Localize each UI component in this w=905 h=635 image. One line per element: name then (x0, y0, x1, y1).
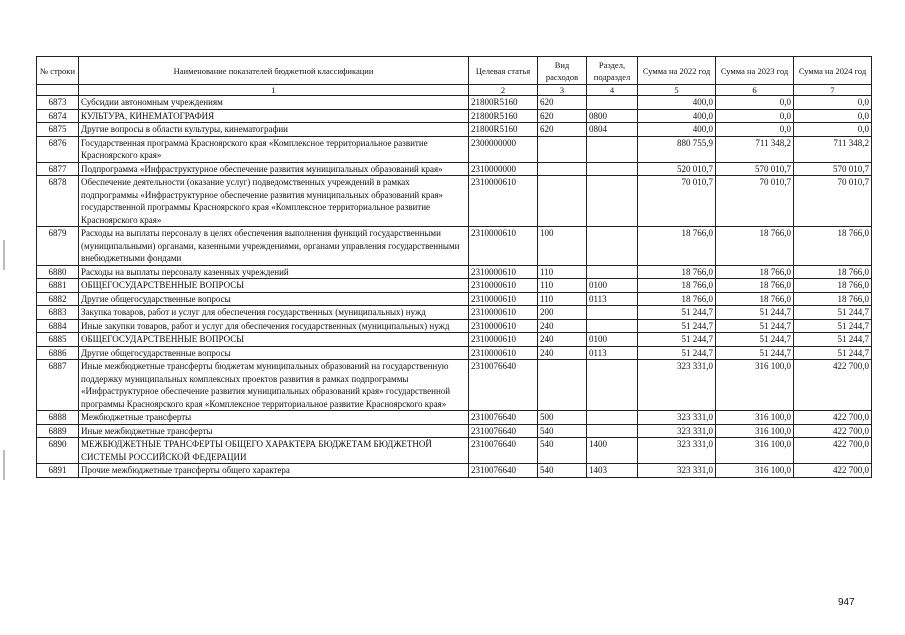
cell-name: МЕЖБЮДЖЕТНЫЕ ТРАНСФЕРТЫ ОБЩЕГО ХАРАКТЕРА БЮДЖЕТАМ БЮДЖЕТНОЙ СИСТЕМЫ РОССИЙСКОЙ ФЕДЕРАЦИИ (79, 438, 469, 464)
table-row (37, 319, 872, 333)
cell-name: ОБЩЕГОСУДАРСТВЕННЫЕ ВОПРОСЫ (79, 279, 469, 293)
cell-sum-2023: 0,0 (716, 109, 794, 123)
cell-sum-2024: 0,0 (794, 96, 872, 110)
cell-target-article: 2310076640 (469, 411, 538, 425)
cell-sum-2023: 18 766,0 (716, 265, 794, 279)
cell-name: Другие общегосударственные вопросы (79, 346, 469, 360)
cell-row-number: 6886 (37, 346, 79, 360)
column-number: 1 (79, 85, 469, 96)
cell-target-article: 2310076640 (469, 464, 538, 478)
cell-sum-2023: 51 244,7 (716, 319, 794, 333)
cell-target-article: 2310076640 (469, 360, 538, 411)
cell-section (587, 411, 638, 425)
cell-section: 0100 (587, 333, 638, 347)
cell-sum-2022: 323 331,0 (638, 438, 716, 464)
cell-expense-type: 200 (538, 306, 587, 320)
cell-name: Межбюджетные трансферты (79, 411, 469, 425)
cell-row-number: 6879 (37, 227, 79, 266)
cell-expense-type: 240 (538, 333, 587, 347)
cell-row-number: 6890 (37, 438, 79, 464)
cell-row-number: 6885 (37, 333, 79, 347)
cell-section (587, 227, 638, 266)
cell-target-article: 2310000610 (469, 319, 538, 333)
cell-sum-2024: 51 244,7 (794, 306, 872, 320)
column-number: 7 (794, 85, 872, 96)
header-sum-2023: Сумма на 2023 год (716, 57, 794, 85)
cell-sum-2022: 18 766,0 (638, 279, 716, 293)
cell-name: Иные закупки товаров, работ и услуг для обеспечения государственных (муниципальных) нужд (79, 319, 469, 333)
cell-row-number: 6889 (37, 424, 79, 438)
cell-expense-type: 620 (538, 109, 587, 123)
cell-name: Обеспечение деятельности (оказание услуг) подведомственных учреждений в рамках подпрограммы «Инфраструктурное обеспечение развития муниципальных образований края» государственной программы Красноярского края «Комплексное территориальное развитие Красноярского края» (79, 176, 469, 227)
table-row (37, 360, 872, 411)
cell-section: 0100 (587, 279, 638, 293)
column-number (37, 85, 79, 96)
cell-sum-2024: 422 700,0 (794, 360, 872, 411)
cell-sum-2023: 316 100,0 (716, 411, 794, 425)
table-row (37, 333, 872, 347)
column-number-row (37, 85, 872, 96)
cell-target-article: 2310000610 (469, 292, 538, 306)
cell-name: Расходы на выплаты персоналу казенных учреждений (79, 265, 469, 279)
budget-table (36, 56, 872, 478)
cell-section (587, 319, 638, 333)
cell-sum-2024: 18 766,0 (794, 265, 872, 279)
cell-sum-2024: 51 244,7 (794, 333, 872, 347)
cell-row-number: 6888 (37, 411, 79, 425)
cell-sum-2022: 18 766,0 (638, 292, 716, 306)
table-row (37, 109, 872, 123)
cell-section (587, 96, 638, 110)
column-number: 6 (716, 85, 794, 96)
cell-section (587, 176, 638, 227)
cell-target-article: 2310000610 (469, 176, 538, 227)
cell-row-number: 6878 (37, 176, 79, 227)
cell-sum-2023: 570 010,7 (716, 162, 794, 176)
cell-expense-type: 110 (538, 265, 587, 279)
cell-row-number: 6880 (37, 265, 79, 279)
cell-sum-2024: 422 700,0 (794, 464, 872, 478)
cell-sum-2023: 0,0 (716, 96, 794, 110)
cell-row-number: 6881 (37, 279, 79, 293)
cell-expense-type: 620 (538, 123, 587, 137)
cell-sum-2024: 422 700,0 (794, 411, 872, 425)
table-header-row (37, 57, 872, 85)
cell-row-number: 6876 (37, 136, 79, 162)
table-row (37, 346, 872, 360)
table-row (37, 123, 872, 137)
cell-section (587, 136, 638, 162)
cell-sum-2023: 711 348,2 (716, 136, 794, 162)
cell-sum-2023: 51 244,7 (716, 333, 794, 347)
header-section: Раздел, подраздел (587, 57, 638, 85)
cell-section (587, 360, 638, 411)
cell-target-article: 21800R5160 (469, 123, 538, 137)
cell-sum-2022: 18 766,0 (638, 265, 716, 279)
cell-target-article: 2310000610 (469, 265, 538, 279)
table-row (37, 176, 872, 227)
column-number: 5 (638, 85, 716, 96)
scan-edge-mark (3, 240, 5, 270)
cell-sum-2022: 880 755,9 (638, 136, 716, 162)
cell-section: 1403 (587, 464, 638, 478)
cell-sum-2023: 316 100,0 (716, 424, 794, 438)
cell-name: Закупка товаров, работ и услуг для обеспечения государственных (муниципальных) нужд (79, 306, 469, 320)
cell-target-article: 2310000610 (469, 306, 538, 320)
cell-sum-2024: 18 766,0 (794, 292, 872, 306)
header-name: Наименование показателей бюджетной классификации (79, 57, 469, 85)
cell-target-article: 21800R5160 (469, 96, 538, 110)
cell-sum-2022: 323 331,0 (638, 464, 716, 478)
column-number: 3 (538, 85, 587, 96)
cell-sum-2023: 316 100,0 (716, 464, 794, 478)
cell-sum-2022: 18 766,0 (638, 227, 716, 266)
table-row (37, 162, 872, 176)
cell-name: Государственная программа Красноярского края «Комплексное территориальное развитие Красноярского края» (79, 136, 469, 162)
cell-section: 0113 (587, 292, 638, 306)
cell-sum-2022: 323 331,0 (638, 411, 716, 425)
cell-sum-2023: 18 766,0 (716, 292, 794, 306)
table-row (37, 279, 872, 293)
cell-target-article: 2310000000 (469, 162, 538, 176)
cell-sum-2024: 51 244,7 (794, 346, 872, 360)
cell-target-article: 2310000610 (469, 346, 538, 360)
cell-sum-2023: 51 244,7 (716, 306, 794, 320)
cell-name: Прочие межбюджетные трансферты общего характера (79, 464, 469, 478)
table-row (37, 292, 872, 306)
table-row (37, 96, 872, 110)
cell-target-article: 2310076640 (469, 438, 538, 464)
cell-sum-2022: 70 010,7 (638, 176, 716, 227)
cell-sum-2023: 0,0 (716, 123, 794, 137)
cell-sum-2024: 422 700,0 (794, 438, 872, 464)
table-row (37, 464, 872, 478)
cell-row-number: 6874 (37, 109, 79, 123)
cell-target-article: 2310000610 (469, 333, 538, 347)
cell-row-number: 6884 (37, 319, 79, 333)
cell-name: Другие общегосударственные вопросы (79, 292, 469, 306)
cell-expense-type: 110 (538, 279, 587, 293)
table-row (37, 438, 872, 464)
cell-sum-2022: 51 244,7 (638, 346, 716, 360)
cell-row-number: 6882 (37, 292, 79, 306)
cell-target-article: 2310000610 (469, 279, 538, 293)
cell-sum-2022: 51 244,7 (638, 306, 716, 320)
table-row (37, 306, 872, 320)
cell-expense-type (538, 162, 587, 176)
cell-sum-2022: 323 331,0 (638, 360, 716, 411)
table-row (37, 227, 872, 266)
cell-row-number: 6887 (37, 360, 79, 411)
cell-section: 0800 (587, 109, 638, 123)
cell-expense-type: 240 (538, 319, 587, 333)
cell-section (587, 265, 638, 279)
header-expense-type: Вид расходов (538, 57, 587, 85)
cell-name: Расходы на выплаты персоналу в целях обеспечения выполнения функций государственными (муниципальными) органами, казенными учреждениями, органами управления государственными внебюджетными фондами (79, 227, 469, 266)
cell-name: Субсидии автономным учреждениям (79, 96, 469, 110)
table-row (37, 265, 872, 279)
cell-target-article: 2310076640 (469, 424, 538, 438)
cell-sum-2022: 400,0 (638, 109, 716, 123)
cell-name: ОБЩЕГОСУДАРСТВЕННЫЕ ВОПРОСЫ (79, 333, 469, 347)
cell-expense-type: 620 (538, 96, 587, 110)
header-sum-2024: Сумма на 2024 год (794, 57, 872, 85)
page-number: 947 (838, 597, 855, 608)
cell-expense-type (538, 360, 587, 411)
table-row (37, 411, 872, 425)
cell-sum-2024: 70 010,7 (794, 176, 872, 227)
cell-section (587, 424, 638, 438)
cell-section (587, 162, 638, 176)
column-number: 2 (469, 85, 538, 96)
cell-sum-2022: 51 244,7 (638, 319, 716, 333)
cell-sum-2023: 316 100,0 (716, 438, 794, 464)
cell-sum-2022: 323 331,0 (638, 424, 716, 438)
cell-row-number: 6875 (37, 123, 79, 137)
cell-section: 0804 (587, 123, 638, 137)
cell-name: Иные межбюджетные трансферты (79, 424, 469, 438)
cell-sum-2023: 18 766,0 (716, 279, 794, 293)
cell-sum-2022: 400,0 (638, 96, 716, 110)
cell-target-article: 2310000610 (469, 227, 538, 266)
table-row (37, 424, 872, 438)
cell-sum-2023: 18 766,0 (716, 227, 794, 266)
cell-target-article: 2300000000 (469, 136, 538, 162)
cell-expense-type: 110 (538, 292, 587, 306)
cell-row-number: 6891 (37, 464, 79, 478)
table-body (37, 96, 872, 478)
header-target-article: Целевая статья (469, 57, 538, 85)
scan-edge-mark (3, 450, 5, 480)
header-row-number: № строки (37, 57, 79, 85)
cell-sum-2024: 0,0 (794, 109, 872, 123)
cell-section: 0113 (587, 346, 638, 360)
cell-expense-type: 540 (538, 424, 587, 438)
cell-section (587, 306, 638, 320)
header-sum-2022: Сумма на 2022 год (638, 57, 716, 85)
cell-target-article: 21800R5160 (469, 109, 538, 123)
cell-sum-2023: 51 244,7 (716, 346, 794, 360)
cell-sum-2023: 70 010,7 (716, 176, 794, 227)
cell-expense-type: 540 (538, 464, 587, 478)
column-number: 4 (587, 85, 638, 96)
cell-sum-2022: 400,0 (638, 123, 716, 137)
cell-name: Иные межбюджетные трансферты бюджетам муниципальных образований на государственную поддержку муниципальных комплексных проектов развития в рамках подпрограммы «Инфраструктурное обеспечение развития муниципальных образований края» государственной программы Красноярского края «Комплексное территориальное развитие Красноярского края» (79, 360, 469, 411)
cell-sum-2024: 18 766,0 (794, 227, 872, 266)
cell-name: КУЛЬТУРА, КИНЕМАТОГРАФИЯ (79, 109, 469, 123)
cell-name: Другие вопросы в области культуры, кинематографии (79, 123, 469, 137)
cell-sum-2022: 51 244,7 (638, 333, 716, 347)
cell-sum-2023: 316 100,0 (716, 360, 794, 411)
cell-row-number: 6877 (37, 162, 79, 176)
cell-expense-type: 100 (538, 227, 587, 266)
cell-sum-2024: 570 010,7 (794, 162, 872, 176)
cell-expense-type: 500 (538, 411, 587, 425)
cell-expense-type (538, 136, 587, 162)
table-row (37, 136, 872, 162)
cell-sum-2024: 51 244,7 (794, 319, 872, 333)
cell-sum-2024: 0,0 (794, 123, 872, 137)
cell-sum-2024: 422 700,0 (794, 424, 872, 438)
cell-row-number: 6873 (37, 96, 79, 110)
cell-section: 1400 (587, 438, 638, 464)
cell-sum-2024: 18 766,0 (794, 279, 872, 293)
cell-expense-type: 240 (538, 346, 587, 360)
cell-sum-2024: 711 348,2 (794, 136, 872, 162)
cell-expense-type (538, 176, 587, 227)
cell-sum-2022: 520 010,7 (638, 162, 716, 176)
cell-name: Подпрограмма «Инфраструктурное обеспечение развития муниципальных образований края» (79, 162, 469, 176)
cell-expense-type: 540 (538, 438, 587, 464)
cell-row-number: 6883 (37, 306, 79, 320)
